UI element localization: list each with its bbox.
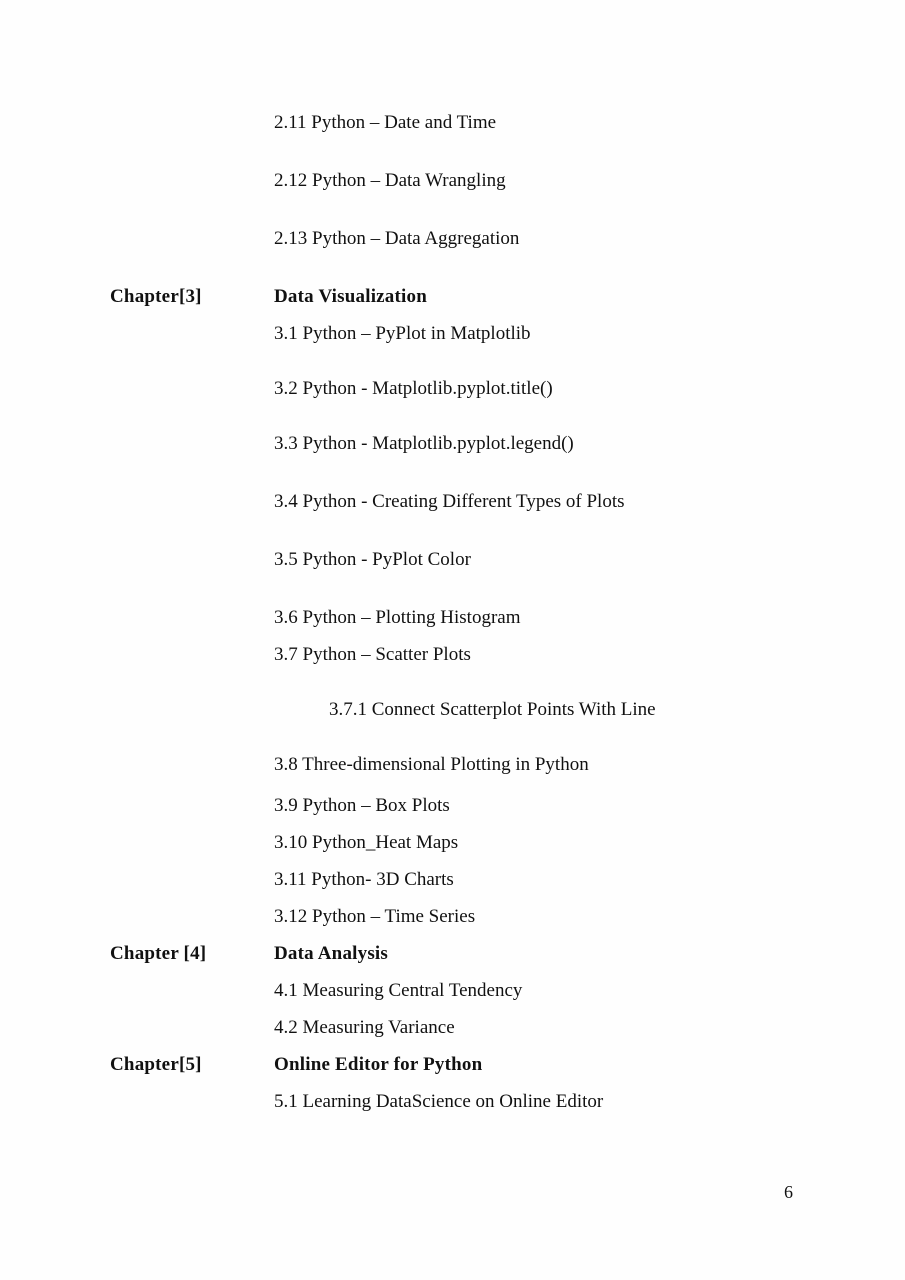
toc-row — [110, 489, 865, 514]
toc-entry: 3.3 Python - Matplotlib.pyplot.legend() — [274, 433, 574, 454]
toc-row — [110, 1089, 865, 1114]
toc-row — [110, 830, 865, 855]
toc-entry: 2.13 Python – Data Aggregation — [274, 228, 520, 249]
toc-chapter-row — [110, 941, 865, 966]
toc-row — [110, 867, 865, 892]
toc-row — [110, 168, 865, 193]
toc-row — [110, 110, 865, 135]
toc-row — [110, 904, 865, 929]
chapter-title: Online Editor for Python — [274, 1054, 483, 1075]
toc-entry: 3.8 Three-dimensional Plotting in Python — [274, 754, 589, 775]
toc-entry: 3.4 Python - Creating Different Types of Plots — [274, 491, 625, 512]
toc-row — [110, 547, 865, 572]
chapter-label: Chapter [4] — [110, 943, 207, 964]
toc-chapter-row — [110, 1052, 865, 1077]
toc-chapter-row — [110, 284, 865, 309]
toc-entry: 3.1 Python – PyPlot in Matplotlib — [274, 323, 531, 344]
toc-entry: 3.12 Python – Time Series — [274, 906, 476, 927]
toc-entry: 3.7 Python – Scatter Plots — [274, 644, 471, 665]
toc-row — [110, 431, 865, 456]
toc-entry: 3.2 Python - Matplotlib.pyplot.title() — [274, 378, 553, 399]
chapter-label: Chapter[3] — [110, 286, 202, 307]
chapter-title: Data Analysis — [274, 943, 388, 964]
toc-row — [110, 793, 865, 818]
toc-entry: 3.10 Python_Heat Maps — [274, 832, 459, 853]
toc-entry: 3.7.1 Connect Scatterplot Points With Line — [329, 699, 656, 720]
toc-row — [110, 642, 865, 667]
toc-entry: 3.5 Python - PyPlot Color — [274, 549, 471, 570]
toc-row — [110, 1015, 865, 1040]
toc-entry: 4.2 Measuring Variance — [274, 1017, 455, 1038]
page-number: 6 — [784, 1182, 793, 1202]
toc-subentry-row — [110, 697, 865, 722]
toc-entry: 2.12 Python – Data Wrangling — [274, 170, 506, 191]
toc-row — [110, 226, 865, 251]
toc-row — [110, 605, 865, 630]
toc-row — [110, 321, 865, 346]
toc-entry: 5.1 Learning DataScience on Online Editor — [274, 1091, 604, 1112]
toc-entry: 4.1 Measuring Central Tendency — [274, 980, 523, 1001]
toc-entry: 3.11 Python- 3D Charts — [274, 869, 454, 890]
chapter-label: Chapter[5] — [110, 1054, 202, 1075]
toc-row — [110, 376, 865, 401]
toc-row — [110, 752, 865, 777]
chapter-title: Data Visualization — [274, 286, 427, 307]
toc-row — [110, 978, 865, 1003]
table-of-contents — [110, 110, 865, 1114]
toc-entry: 3.9 Python – Box Plots — [274, 795, 450, 816]
toc-entry: 2.11 Python – Date and Time — [274, 112, 497, 133]
toc-entry: 3.6 Python – Plotting Histogram — [274, 607, 521, 628]
